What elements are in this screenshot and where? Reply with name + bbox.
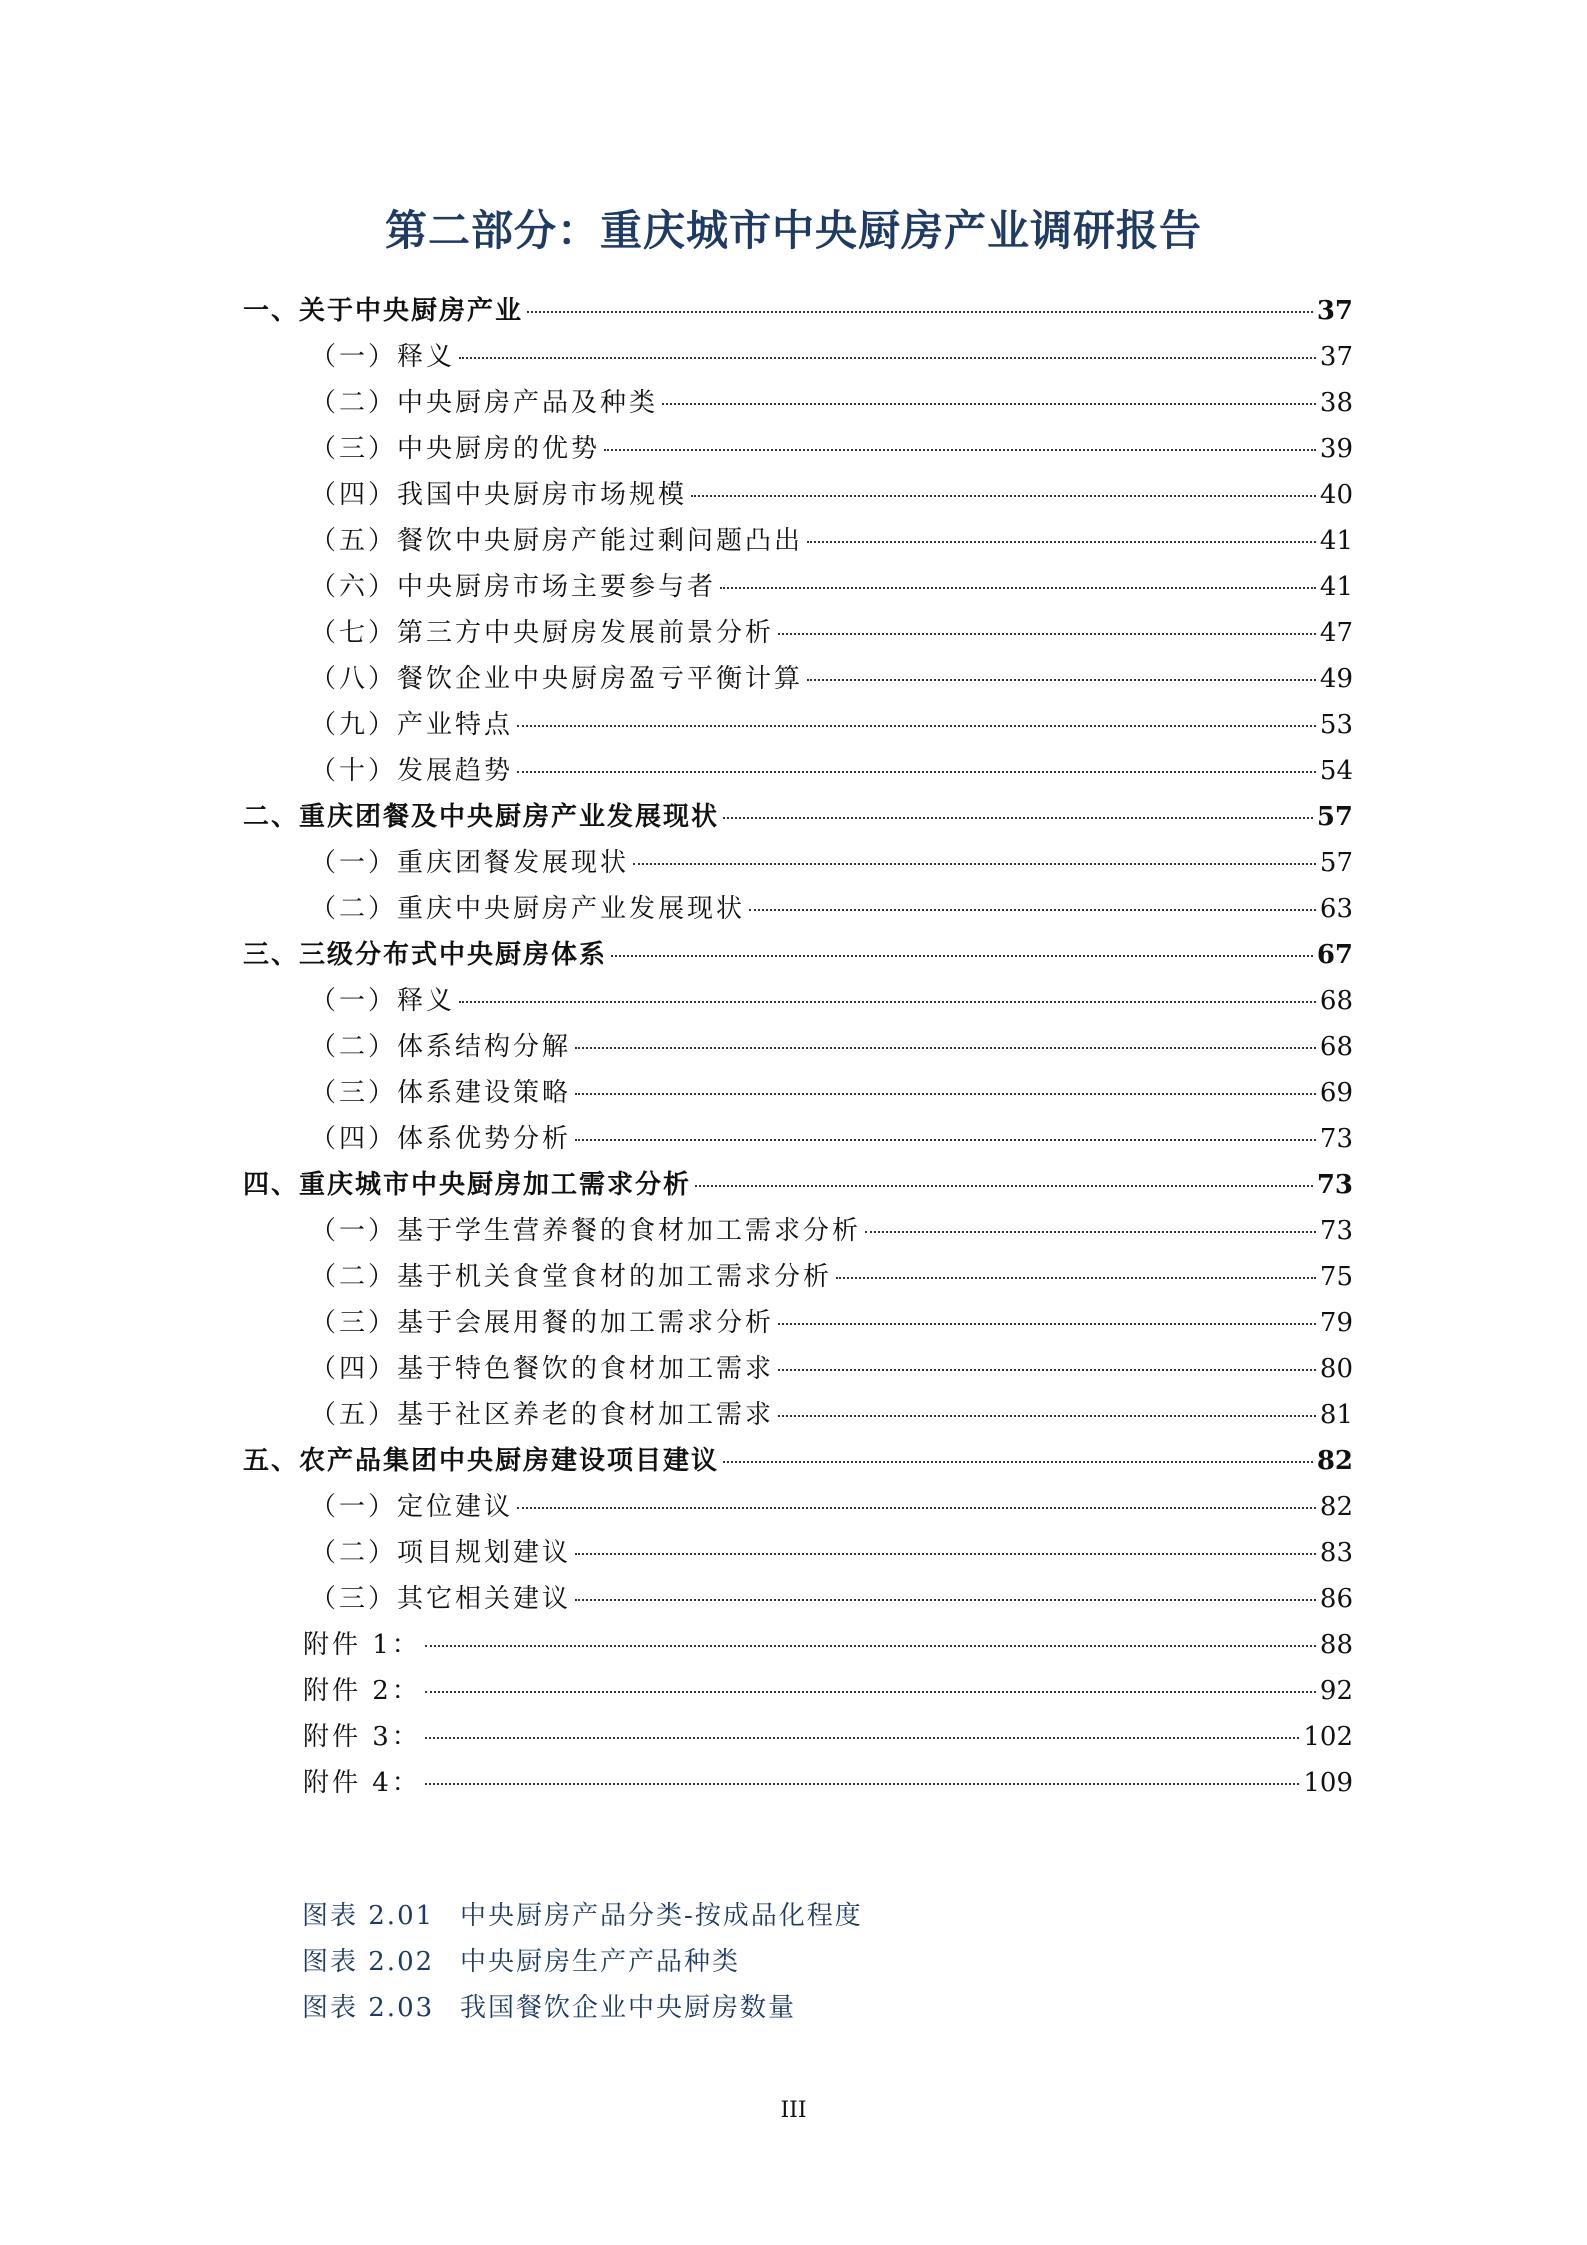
- toc-subsection-entry[interactable]: [243, 656, 1353, 702]
- toc-entry-page: 54: [1319, 756, 1353, 786]
- toc-dot-leader: [575, 1599, 1316, 1601]
- toc-entry-page: 92: [1319, 1676, 1353, 1706]
- toc-dot-leader: [662, 403, 1316, 405]
- toc-entry-page: 73: [1319, 1216, 1353, 1246]
- toc-subsection-entry[interactable]: [243, 564, 1353, 610]
- toc-dot-leader: [575, 1139, 1316, 1141]
- toc-entry-title: （十）发展趋势: [310, 756, 514, 786]
- toc-entry-page: 81: [1319, 1400, 1353, 1430]
- toc-entry-title: （三）其它相关建议: [310, 1584, 572, 1614]
- toc-dot-leader: [517, 725, 1316, 727]
- toc-entry-page: 63: [1319, 894, 1353, 924]
- toc-dot-leader: [459, 1001, 1316, 1003]
- toc-entry-page: 37: [1316, 296, 1353, 326]
- toc-entry-page: 37: [1319, 342, 1353, 372]
- toc-entry-title: （四）我国中央厨房市场规模: [310, 480, 688, 510]
- toc-entry-page: 80: [1319, 1354, 1353, 1384]
- toc-subsection-entry[interactable]: [243, 1070, 1353, 1116]
- toc-subsection-entry[interactable]: [243, 702, 1353, 748]
- toc-dot-leader: [720, 587, 1316, 589]
- toc-dot-leader: [459, 357, 1316, 359]
- toc-entry-title: （四）基于特色餐饮的食材加工需求: [310, 1354, 775, 1384]
- toc-entry-title: 一、关于中央厨房产业: [243, 296, 524, 326]
- toc-entry-page: 73: [1316, 1170, 1353, 1200]
- toc-entry-title: 五、农产品集团中央厨房建设项目建议: [243, 1446, 720, 1476]
- toc-entry-page: 67: [1316, 940, 1353, 970]
- toc-entry-title: （三）体系建设策略: [310, 1078, 572, 1108]
- toc-dot-leader: [691, 495, 1316, 497]
- toc-entry-title: 附件 1：: [303, 1630, 421, 1660]
- toc-subsection-entry[interactable]: [243, 978, 1353, 1024]
- toc-entry-page: 38: [1319, 388, 1353, 418]
- toc-entry-page: 40: [1319, 480, 1353, 510]
- toc-dot-leader: [778, 1415, 1316, 1417]
- toc-entry-page: 57: [1316, 802, 1353, 832]
- toc-entry-title: （二）中央厨房产品及种类: [310, 388, 659, 418]
- figure-number: 图表 2.01: [302, 1901, 435, 1931]
- toc-entry-title: （二）基于机关食堂食材的加工需求分析: [310, 1262, 833, 1292]
- toc-subsection-entry[interactable]: [243, 1576, 1353, 1622]
- toc-entry-title: （二）体系结构分解: [310, 1032, 572, 1062]
- toc-subsection-entry[interactable]: [243, 1530, 1353, 1576]
- toc-subsection-entry[interactable]: [243, 1024, 1353, 1070]
- figure-caption: 中央厨房生产产品种类: [460, 1947, 741, 1977]
- toc-subsection-entry[interactable]: [243, 1484, 1353, 1530]
- toc-subsection-entry[interactable]: [243, 518, 1353, 564]
- toc-dot-leader: [611, 955, 1313, 957]
- toc-subsection-entry[interactable]: [243, 1208, 1353, 1254]
- toc-entry-page: 57: [1319, 848, 1353, 878]
- toc-subsection-entry[interactable]: [243, 1254, 1353, 1300]
- toc-entry-title: （二）重庆中央厨房产业发展现状: [310, 894, 746, 924]
- toc-entry-page: 88: [1319, 1630, 1353, 1660]
- toc-entry-title: （六）中央厨房市场主要参与者: [310, 572, 717, 602]
- toc-section-entry[interactable]: [243, 1162, 1353, 1208]
- toc-dot-leader: [575, 1093, 1316, 1095]
- figure-list-item[interactable]: [302, 1893, 863, 1939]
- toc-entry-page: 86: [1319, 1584, 1353, 1614]
- toc-dot-leader: [778, 1323, 1316, 1325]
- toc-entry-page: 109: [1303, 1768, 1353, 1798]
- figure-caption: 中央厨房产品分类-按成品化程度: [460, 1901, 863, 1931]
- toc-subsection-entry[interactable]: [243, 748, 1353, 794]
- toc-subsection-entry[interactable]: [243, 1116, 1353, 1162]
- toc-subsection-entry[interactable]: [243, 426, 1353, 472]
- toc-entry-title: （八）餐饮企业中央厨房盈亏平衡计算: [310, 664, 804, 694]
- toc-subsection-entry[interactable]: [243, 886, 1353, 932]
- figure-caption: 我国餐饮企业中央厨房数量: [460, 1993, 797, 2023]
- toc-entry-page: 73: [1319, 1124, 1353, 1154]
- table-of-contents: [243, 288, 1353, 1806]
- toc-entry-page: 41: [1319, 572, 1353, 602]
- page-title: 第二部分：重庆城市中央厨房产业调研报告: [384, 206, 1202, 255]
- toc-entry-page: 39: [1319, 434, 1353, 464]
- toc-appendix-entry[interactable]: [243, 1760, 1353, 1806]
- toc-entry-title: （二）项目规划建议: [310, 1538, 572, 1568]
- toc-entry-title: （一）释义: [310, 342, 456, 372]
- toc-entry-page: 53: [1319, 710, 1353, 740]
- toc-entry-title: （五）基于社区养老的食材加工需求: [310, 1400, 775, 1430]
- toc-dot-leader: [425, 1737, 1300, 1739]
- toc-entry-page: 69: [1319, 1078, 1353, 1108]
- toc-entry-title: 附件 4：: [303, 1768, 421, 1798]
- toc-entry-title: （九）产业特点: [310, 710, 514, 740]
- toc-entry-title: 附件 3：: [303, 1722, 421, 1752]
- toc-dot-leader: [695, 1185, 1313, 1187]
- toc-entry-title: 三、三级分布式中央厨房体系: [243, 940, 608, 970]
- toc-dot-leader: [425, 1783, 1300, 1785]
- toc-dot-leader: [865, 1231, 1316, 1233]
- toc-entry-title: （七）第三方中央厨房发展前景分析: [310, 618, 775, 648]
- toc-dot-leader: [807, 679, 1316, 681]
- toc-entry-page: 47: [1319, 618, 1353, 648]
- toc-dot-leader: [633, 863, 1316, 865]
- toc-entry-page: 83: [1319, 1538, 1353, 1568]
- toc-appendix-entry[interactable]: [243, 1668, 1353, 1714]
- toc-section-entry[interactable]: [243, 794, 1353, 840]
- toc-section-entry[interactable]: [243, 288, 1353, 334]
- toc-entry-page: 41: [1319, 526, 1353, 556]
- toc-dot-leader: [575, 1553, 1316, 1555]
- toc-subsection-entry[interactable]: [243, 1392, 1353, 1438]
- toc-entry-page: 49: [1319, 664, 1353, 694]
- toc-entry-title: 附件 2：: [303, 1676, 421, 1706]
- toc-subsection-entry[interactable]: [243, 840, 1353, 886]
- toc-dot-leader: [425, 1691, 1316, 1693]
- figure-list-item[interactable]: [302, 1939, 863, 1985]
- toc-dot-leader: [527, 311, 1313, 313]
- toc-dot-leader: [807, 541, 1316, 543]
- toc-dot-leader: [517, 1507, 1316, 1509]
- toc-entry-title: （一）释义: [310, 986, 456, 1016]
- toc-entry-title: （四）体系优势分析: [310, 1124, 572, 1154]
- toc-dot-leader: [575, 1047, 1316, 1049]
- toc-entry-title: （五）餐饮中央厨房产能过剩问题凸出: [310, 526, 804, 556]
- figure-number: 图表 2.03: [302, 1993, 435, 2023]
- toc-dot-leader: [778, 1369, 1316, 1371]
- toc-entry-title: （三）中央厨房的优势: [310, 434, 601, 464]
- toc-dot-leader: [836, 1277, 1316, 1279]
- figure-number: 图表 2.02: [302, 1947, 435, 1977]
- toc-dot-leader: [425, 1645, 1316, 1647]
- toc-entry-title: （三）基于会展用餐的加工需求分析: [310, 1308, 775, 1338]
- toc-dot-leader: [723, 1461, 1313, 1463]
- toc-entry-page: 75: [1319, 1262, 1353, 1292]
- toc-dot-leader: [604, 449, 1316, 451]
- figure-list-item[interactable]: [302, 1985, 863, 2031]
- toc-entry-title: 四、重庆城市中央厨房加工需求分析: [243, 1170, 692, 1200]
- toc-entry-title: 二、重庆团餐及中央厨房产业发展现状: [243, 802, 720, 832]
- toc-subsection-entry[interactable]: [243, 610, 1353, 656]
- toc-entry-title: （一）定位建议: [310, 1492, 514, 1522]
- toc-entry-title: （一）基于学生营养餐的食材加工需求分析: [310, 1216, 862, 1246]
- toc-subsection-entry[interactable]: [243, 472, 1353, 518]
- toc-dot-leader: [517, 771, 1316, 773]
- toc-subsection-entry[interactable]: [243, 380, 1353, 426]
- toc-appendix-entry[interactable]: [243, 1622, 1353, 1668]
- toc-section-entry[interactable]: [243, 932, 1353, 978]
- toc-dot-leader: [778, 633, 1316, 635]
- toc-subsection-entry[interactable]: [243, 1300, 1353, 1346]
- toc-subsection-entry[interactable]: [243, 1346, 1353, 1392]
- toc-subsection-entry[interactable]: [243, 334, 1353, 380]
- figure-list: [302, 1893, 863, 2031]
- toc-entry-page: 82: [1316, 1446, 1353, 1476]
- toc-entry-page: 102: [1303, 1722, 1353, 1752]
- toc-entry-page: 79: [1319, 1308, 1353, 1338]
- toc-dot-leader: [749, 909, 1316, 911]
- toc-section-entry[interactable]: [243, 1438, 1353, 1484]
- page-number: III: [780, 2098, 807, 2123]
- toc-appendix-entry[interactable]: [243, 1714, 1353, 1760]
- toc-dot-leader: [723, 817, 1313, 819]
- toc-entry-page: 68: [1319, 1032, 1353, 1062]
- toc-entry-title: （一）重庆团餐发展现状: [310, 848, 630, 878]
- toc-entry-page: 68: [1319, 986, 1353, 1016]
- toc-entry-page: 82: [1319, 1492, 1353, 1522]
